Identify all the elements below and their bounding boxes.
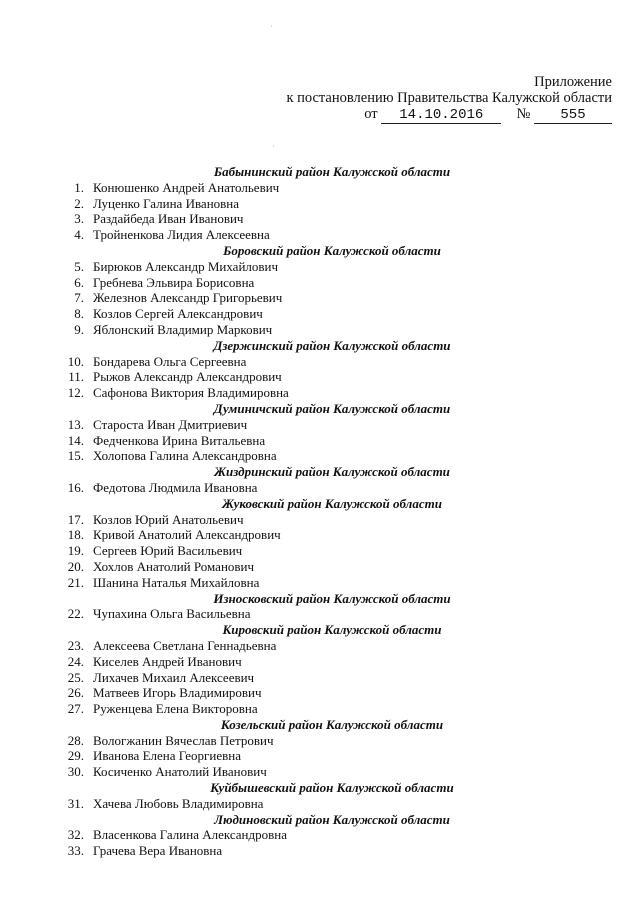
item-number: 6.	[74, 274, 84, 290]
item-number: 11.	[68, 369, 84, 385]
item-number: 1.	[74, 179, 84, 195]
person-name: Грачева Вера Ивановна	[93, 843, 223, 859]
item-number: 26.	[67, 685, 84, 701]
list-item	[0, 796, 640, 812]
person-name: Алексеева Светлана Геннадьевна	[93, 637, 277, 653]
item-number: 23.	[67, 637, 84, 653]
district-heading: Жиздринский район Калужской области	[214, 464, 450, 480]
district-heading: Дзержинский район Калужской области	[213, 337, 451, 353]
list-item	[0, 433, 640, 449]
item-number: 22.	[67, 606, 84, 622]
item-number: 19.	[67, 543, 84, 559]
list-item	[0, 827, 640, 843]
district-heading: Боровский район Калужской области	[223, 242, 441, 258]
list-item	[0, 385, 640, 401]
person-name: Хачева Любовь Владимировна	[93, 795, 264, 811]
appendix-title: Приложение	[534, 74, 612, 90]
item-number: 25.	[67, 669, 84, 685]
person-name: Власенкова Галина Александровна	[93, 827, 287, 843]
item-number: 4.	[74, 227, 84, 243]
item-number: 7.	[74, 290, 84, 306]
person-name: Козлов Сергей Александрович	[93, 306, 263, 322]
person-name: Шанина Наталья Михайловна	[93, 574, 260, 590]
person-name: Федченкова Ирина Витальевна	[93, 432, 266, 448]
list-item	[0, 843, 640, 859]
list-item	[0, 543, 640, 559]
person-name: Кривой Анатолий Александрович	[93, 527, 281, 543]
person-name: Косиченко Анатолий Иванович	[93, 764, 267, 780]
number-sign: №	[516, 106, 531, 122]
item-number: 10.	[67, 353, 84, 369]
list-item	[0, 211, 640, 227]
list-item	[0, 354, 640, 370]
list-item	[0, 322, 640, 338]
list-item	[0, 733, 640, 749]
item-number: 8.	[74, 306, 84, 322]
district-heading: Жуковский район Калужской области	[222, 495, 442, 511]
item-number: 21.	[67, 574, 84, 590]
list-item	[0, 290, 640, 306]
person-name: Яблонский Владимир Маркович	[93, 321, 273, 337]
item-number: 32.	[67, 827, 84, 843]
district-heading: Думиничский район Калужской области	[213, 400, 451, 416]
item-number: 28.	[67, 732, 84, 748]
list-item	[0, 559, 640, 575]
person-name: Конюшенко Андрей Анатольевич	[93, 179, 280, 195]
list-item	[0, 685, 640, 701]
list-item	[0, 654, 640, 670]
person-name: Сафонова Виктория Владимировна	[93, 385, 289, 401]
district-heading: Бабынинский район Калужской области	[213, 164, 451, 179]
district-heading: Износковский район Калужской области	[213, 590, 451, 606]
person-name: Руженцева Елена Викторовна	[93, 701, 258, 717]
district-heading: Людиновский район Калужской области	[214, 811, 450, 827]
person-name: Сергеев Юрий Васильевич	[93, 543, 243, 559]
list-item	[0, 417, 640, 433]
person-name: Раздайбеда Иван Иванович	[93, 211, 244, 227]
item-number: 15.	[67, 448, 84, 464]
list-item	[0, 259, 640, 275]
list-item	[0, 275, 640, 291]
appendix-header	[286, 74, 612, 124]
person-name: Тройненкова Лидия Алексеевна	[93, 227, 270, 243]
item-number: 29.	[67, 748, 84, 764]
item-number: 14.	[67, 432, 84, 448]
person-name: Луценко Галина Ивановна	[93, 195, 240, 211]
item-number: 2.	[74, 195, 84, 211]
item-number: 12.	[67, 385, 84, 401]
list-item	[0, 448, 640, 464]
person-name: Гребнева Эльвира Борисовна	[93, 274, 255, 290]
person-name: Бирюков Александр Михайлович	[93, 258, 279, 274]
list-item	[0, 748, 640, 764]
list-item	[0, 670, 640, 686]
district-list	[0, 164, 640, 859]
list-item	[0, 180, 640, 196]
list-item	[0, 227, 640, 243]
list-item	[0, 638, 640, 654]
item-number: 31.	[67, 795, 84, 811]
district-heading: Куйбышевский район Калужской области	[210, 780, 454, 796]
list-item	[0, 512, 640, 528]
person-name: Холопова Галина Александровна	[93, 448, 277, 464]
item-number: 13.	[67, 416, 84, 432]
list-item	[0, 575, 640, 591]
list-item	[0, 701, 640, 717]
item-number: 24.	[67, 653, 84, 669]
item-number: 27.	[67, 701, 84, 717]
list-item	[0, 306, 640, 322]
scan-speck: ·	[270, 22, 273, 31]
scan-speck: ·	[272, 142, 275, 151]
district-heading: Кировский район Калужской области	[222, 622, 442, 638]
person-name: Лихачев Михаил Алексеевич	[93, 669, 255, 685]
person-name: Иванова Елена Георгиевна	[93, 748, 241, 764]
list-item	[0, 606, 640, 622]
list-item	[0, 196, 640, 212]
person-name: Староста Иван Дмитриевич	[93, 416, 248, 432]
list-item	[0, 764, 640, 780]
person-name: Чупахина Ольга Васильевна	[93, 606, 251, 622]
person-name: Киселев Андрей Иванович	[93, 653, 242, 669]
list-item	[0, 369, 640, 385]
item-number: 5.	[74, 258, 84, 274]
item-number: 3.	[74, 211, 84, 227]
document-number: 555	[534, 108, 612, 124]
item-number: 16.	[67, 479, 84, 495]
item-number: 30.	[67, 764, 84, 780]
person-name: Козлов Юрий Анатольевич	[93, 511, 244, 527]
list-item	[0, 480, 640, 496]
document-date: 14.10.2016	[381, 108, 501, 124]
person-name: Хохлов Анатолий Романович	[93, 558, 255, 574]
item-number: 20.	[67, 558, 84, 574]
item-number: 17.	[67, 511, 84, 527]
list-item	[0, 527, 640, 543]
item-number: 33.	[67, 843, 84, 859]
appendix-subtitle: к постановлению Правительства Калужской области	[286, 90, 612, 106]
date-prefix: от	[364, 106, 378, 122]
appendix-date-line	[286, 106, 612, 124]
person-name: Рыжов Александр Александрович	[93, 369, 282, 385]
item-number: 9.	[74, 321, 84, 337]
person-name: Матвеев Игорь Владимирович	[93, 685, 262, 701]
district-heading: Козельский район Калужской области	[220, 716, 444, 732]
item-number: 18.	[67, 527, 84, 543]
person-name: Федотова Людмила Ивановна	[93, 479, 258, 495]
person-name: Железнов Александр Григорьевич	[93, 290, 283, 306]
person-name: Вологжанин Вячеслав Петрович	[93, 732, 274, 748]
person-name: Бондарева Ольга Сергеевна	[93, 353, 247, 369]
